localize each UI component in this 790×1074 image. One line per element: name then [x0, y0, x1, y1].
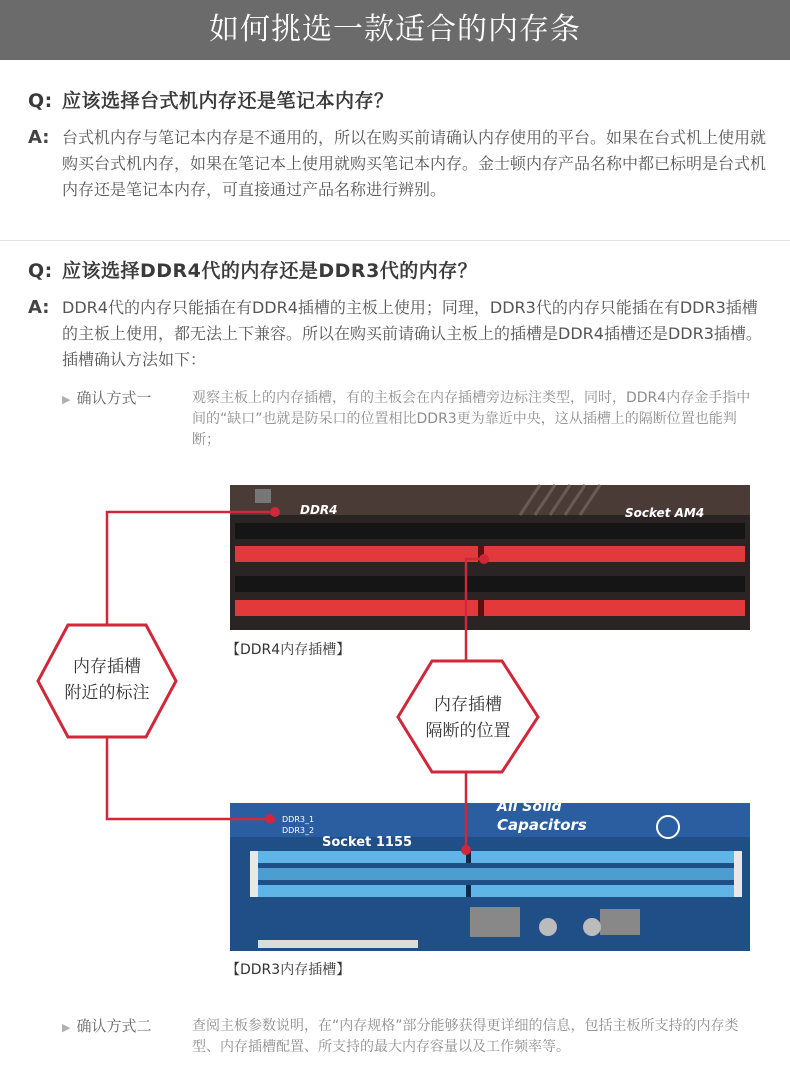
- slot-comparison-diagram: [0, 475, 790, 995]
- question-2: [28, 256, 768, 283]
- socket-1155-silk-label: Socket 1155: [322, 835, 413, 850]
- triangle-bullet-icon: ▶: [62, 393, 71, 406]
- q-tag: Q:: [28, 90, 53, 112]
- question-1: [28, 86, 768, 113]
- question-text: 应该选择DDR4代的内存还是DDR3代的内存？: [62, 260, 478, 282]
- hex-right-line1: 内存插槽: [434, 695, 502, 715]
- ddr3-slot-blue-2: [250, 868, 742, 880]
- q-tag: Q:: [28, 260, 53, 282]
- hex-left-line1: 内存插槽: [73, 657, 141, 677]
- hex-left-label: [50, 654, 164, 706]
- method-2: [62, 1016, 762, 1058]
- socket-am4-silk-label: Socket AM4: [625, 506, 705, 520]
- hex-right-label: [410, 692, 526, 744]
- ddr3-1-silk-label: DDR3_1: [282, 815, 315, 824]
- page-title: 如何挑选一款适合的内存条: [209, 12, 581, 47]
- ddr4-board-image: [230, 485, 750, 630]
- ddr4-silk-label: DDR4: [300, 503, 338, 517]
- marker-dot: [270, 507, 280, 517]
- question-text: 应该选择台式机内存还是笔记本内存？: [62, 90, 394, 112]
- method-label-text: 确认方式一: [76, 389, 152, 407]
- ddr4-slot-red-1: [235, 546, 745, 562]
- marker-dot: [479, 554, 489, 564]
- ddr3-2-silk-label: DDR3_2: [282, 826, 315, 835]
- qa-block-1: [28, 86, 768, 203]
- ddr3-caption: 【DDR3内存插槽】: [226, 962, 351, 978]
- capacitors-silk-label: Capacitors: [497, 816, 587, 834]
- ddr4-caption: 【DDR4内存插槽】: [226, 642, 351, 658]
- ddr4-slot-black-1: [235, 523, 745, 539]
- triangle-bullet-icon: ▶: [62, 1021, 71, 1034]
- ddr4-slot-red-2: [235, 600, 745, 616]
- method-1: [62, 388, 762, 451]
- hex-left-line2: 附近的标注: [64, 683, 150, 703]
- a-tag: A:: [28, 297, 50, 318]
- method-2-text: 查阅主板参数说明，在“内存规格”部分能够获得更详细的信息，包括主板所支持的内存类型、内存插槽配置、所支持的最大内存容量以及工作频率等。: [192, 1018, 739, 1055]
- all-solid-silk-label: All Solid: [497, 799, 562, 815]
- hex-right-line2: 隔断的位置: [425, 721, 511, 741]
- method-1-text: 观察主板上的内存插槽，有的主板会在内存插槽旁边标注类型，同时，DDR4内存金手指中间的“缺口”也就是防呆口的位置相比DDR3更为靠近中央，这从插槽上的隔断位置也能判断；: [192, 390, 751, 448]
- answer-text: 台式机内存与笔记本内存是不通用的，所以在购买前请确认内存使用的平台。如果在台式机上使用就购买台式机内存，如果在笔记本上使用就购买笔记本内存。金士顿内存产品名称中都已标明是台式机内存还是笔记本内存，可直接通过产品名称进行辨别。: [62, 128, 767, 199]
- marker-dot: [265, 814, 275, 824]
- ddr4-slot-black-2: [235, 576, 745, 592]
- section-divider: [0, 240, 790, 241]
- ddr3-board-image: [230, 799, 750, 951]
- method-2-label: [62, 1016, 192, 1058]
- method-1-label: [62, 388, 192, 451]
- marker-dot: [461, 845, 471, 855]
- method-label-text: 确认方式二: [76, 1017, 152, 1035]
- answer-1: [28, 125, 768, 203]
- ddr3-slot-blue-1: [250, 851, 742, 863]
- a-tag: A:: [28, 127, 50, 148]
- chip-icon: [255, 489, 271, 503]
- page-title-banner: [0, 0, 790, 60]
- ddr3-slot-blue-3: [250, 885, 742, 897]
- answer-text: DDR4代的内存只能插在有DDR4插槽的主板上使用；同理，DDR3代的内存只能插在有DDR3插槽的主板上使用，都无法上下兼容。所以在购买前请确认主板上的插槽是DDR4插槽还是DDR3插槽。插槽确认方法如下：: [62, 298, 762, 369]
- answer-2: [28, 295, 768, 373]
- qa-block-2: [28, 256, 768, 373]
